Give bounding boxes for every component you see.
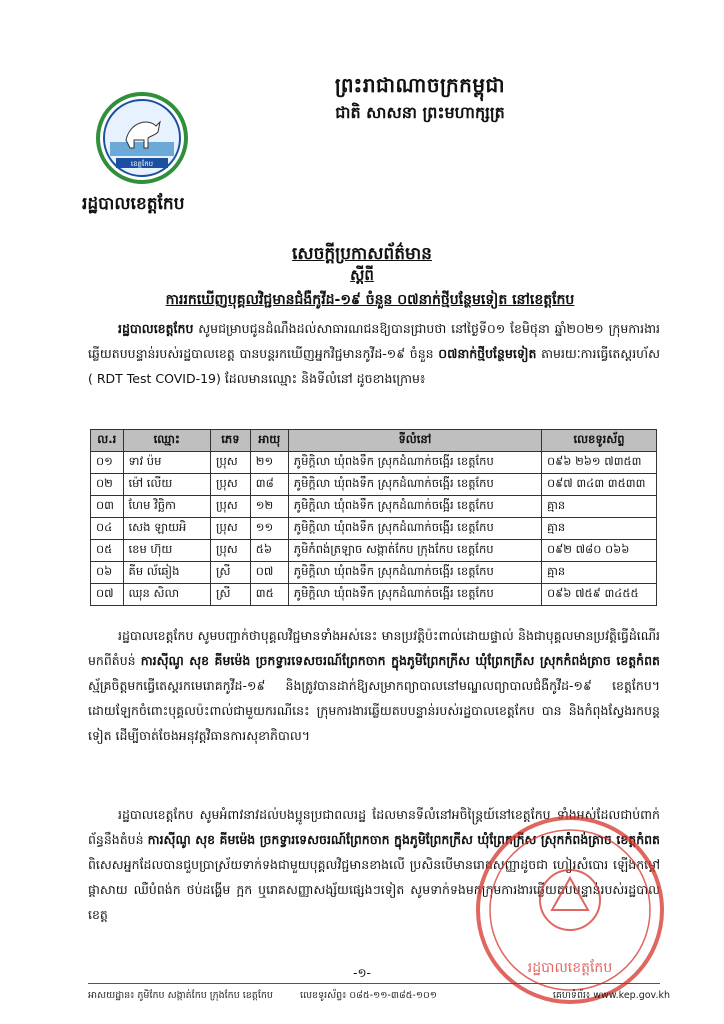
- table-cell: ឈុន សិលា: [123, 584, 211, 606]
- kingdom-title: ព្រះរាជាណាចក្រកម្ពុជា: [334, 73, 506, 97]
- intro-text-1: សូមជម្រាបជូនដំណឹងដល់សាធារណជនឱ្យបានជ្រាបថា នៅថ្ងៃទី០១ ខែមិថុនា ឆ្នាំ២០២១ ក្រុមការងារឆ្លើយតបបន្ទាន់របស់រដ្ឋបាលខេត្ត បានបន្តរកឃើញអ្នកវិជ្ជមានកូវីដ-១៩ ចំនួន: [88, 321, 660, 361]
- table-cell: ប្រុស: [211, 518, 251, 540]
- table-cell: ១២: [250, 496, 288, 518]
- table-cell: ០៩៧ ៣៤៣ ៣៥៣៣: [541, 474, 656, 496]
- table-cell: គ្មាន: [541, 496, 656, 518]
- table-cell: ភូមិក្តិលា ឃុំពងទឹក ស្រុកដំណាក់ចង្អើរ ខេត្តកែប: [288, 474, 541, 496]
- logo-label: ខេត្តកែប: [130, 160, 154, 168]
- intro-count: ០៧នាក់ថ្មីបន្ថែមទៀត: [438, 346, 537, 361]
- table-header-row: [91, 430, 657, 452]
- table-cell: ភូមិក្តិលា ឃុំពងទឹក ស្រុកដំណាក់ចង្អើរ ខេត្តកែប: [288, 518, 541, 540]
- column-header: ភេទ: [211, 430, 251, 452]
- table-cell: ប្រុស: [211, 452, 251, 474]
- cases-table: [90, 429, 657, 606]
- table-cell: ០៤: [91, 518, 124, 540]
- table-cell: ភូមិក្តិលា ឃុំពងទឹក ស្រុកដំណាក់ចង្អើរ ខេត្តកែប: [288, 496, 541, 518]
- table-row: [91, 452, 657, 474]
- table-cell: ប្រុស: [211, 496, 251, 518]
- table-cell: ០២: [91, 474, 124, 496]
- national-motto: ជាតិ សាសនា ព្រះមហាក្សត្រ: [335, 103, 505, 122]
- table-cell: ០៩៦ ៧៥៩ ៣៤៥៥: [541, 584, 656, 606]
- column-header: អាយុ: [250, 430, 288, 452]
- column-header: ឈ្មោះ: [123, 430, 211, 452]
- table-cell: ស្រី: [211, 584, 251, 606]
- table-cell: ភូមិក្តិលា ឃុំពងទឹក ស្រុកដំណាក់ចង្អើរ ខេត្តកែប: [288, 452, 541, 474]
- table-row: [91, 518, 657, 540]
- table-cell: ០៥: [91, 540, 124, 562]
- table-cell: ០១: [91, 452, 124, 474]
- table-cell: គ្មាន: [541, 562, 656, 584]
- stamp-text: រដ្ឋបាលខេត្តកែប: [527, 960, 613, 976]
- p2-text-1: រដ្ឋបាលខេត្តកែប សូមបញ្ជាក់ថាបុគ្គលវិជ្ជមានទាំងអស់នេះ មានប្រវត្តិប៉ះពាល់ដោយផ្ទាល់ និងជាបុគ្គលមានប្រវត្តិធ្វើដំណើរមកពីតំបន់: [88, 628, 660, 668]
- table-cell: ខេម ហ៊ុយ: [123, 540, 211, 562]
- table-cell: ម៉ៅ លើយ: [123, 474, 211, 496]
- table-row: [91, 584, 657, 606]
- body-paragraph-2: [88, 623, 660, 798]
- table-cell: ៣៥: [250, 584, 288, 606]
- table-cell: ០៣: [91, 496, 124, 518]
- table-row: [91, 540, 657, 562]
- table-cell: ០៧: [91, 584, 124, 606]
- table-cell: ២១: [250, 452, 288, 474]
- p3-text-2: ពិសេសអ្នកដែលបានជួបប្រាស្រ័យទាក់ទងជាមួយបុគ្គលវិជ្ជមានខាងលើ ប្រសិនបើមានរោគសញ្ញាដូចជា ហៀរសំបោរ ឡើងកម្តៅ ផ្តាសាយ ឈឺបំពង់ក ថប់ដង្ហើម ក្អក ឬរោគសញ្ញាសង្ស័យផ្សេងៗទៀត សូមទាក់ទងមកក្រុមការងារឆ្លើយតបបន្ទាន់របស់រដ្ឋបាលខេត្ត: [88, 857, 660, 922]
- footer-phone: លេខទូរស័ព្ទ៖ ០៨៥-១១-៣៨៥-១០១: [300, 990, 437, 1001]
- p3-location: ការស៊ីណូ សុខ គីមម៉េង ច្រកទ្វារទេសចរណ៍ព្រែកចាក ក្នុងភូមិព្រែកក្រីស ឃុំព្រែកក្រីស ស្រុកកំពង់ត្រាច ខេត្តកំពត: [147, 832, 660, 847]
- column-header: លេខទូរស័ព្ទ: [541, 430, 656, 452]
- p3-text-1: រដ្ឋបាលខេត្តកែប សូមអំពាវនាវដល់បងប្អូនប្រជាពលរដ្ឋ ដែលមានទីលំនៅអចិន្ត្រៃយ៍នៅខេត្តកែប ទាំងអស់ដែលជាប់ពាក់ព័ន្ធនឹងតំបន់: [88, 807, 660, 847]
- footer-divider: [88, 983, 660, 984]
- footer-address: អាសយដ្ឋាន៖ ភូមិកែប សង្កាត់កែប ក្រុងកែប ខេត្តកែប: [88, 990, 273, 1001]
- table-cell: ភូមិកំពង់ត្រឡាច សង្កាត់កែប ក្រុងកែប ខេត្តកែប: [288, 540, 541, 562]
- kep-province-logo: [96, 92, 188, 184]
- document-type: សេចក្តីប្រកាសព័ត៌មាន: [292, 244, 432, 264]
- table-row: [91, 474, 657, 496]
- table-cell: ភូមិក្តិលា ឃុំពងទឹក ស្រុកដំណាក់ចង្អើរ ខេត្តកែប: [288, 584, 541, 606]
- table-row: [91, 562, 657, 584]
- table-cell: ០៧: [250, 562, 288, 584]
- table-cell: ០៩២ ៧៨០ ០៦៦: [541, 540, 656, 562]
- table-row: [91, 496, 657, 518]
- table-cell: សេង ឡាយអិ: [123, 518, 211, 540]
- table-cell: គីម ល័ឆៀង: [123, 562, 211, 584]
- table-cell: ០៩៦ ២៦១ ៧៣៥៣: [541, 452, 656, 474]
- table-cell: ប្រុស: [211, 540, 251, 562]
- document-about: ស្តីពី: [350, 266, 374, 284]
- intro-paragraph: [88, 316, 660, 426]
- issuer-name: រដ្ឋបាលខេត្តកែប: [82, 194, 185, 214]
- intro-text-2: តាមរយៈការធ្វើតេស្តរហ័ស ( RDT Test COVID-19) ដែលមានឈ្មោះ និងទីលំនៅ ដូចខាងក្រោម៖: [88, 346, 660, 386]
- table-cell: ១១: [250, 518, 288, 540]
- intro-lead: រដ្ឋបាលខេត្តកែប: [118, 321, 194, 336]
- table-cell: ០៦: [91, 562, 124, 584]
- column-header: ទីលំនៅ: [288, 430, 541, 452]
- table-cell: ៥៦: [250, 540, 288, 562]
- p2-text-2: ស្ម័គ្រចិត្តមកធ្វើតេស្តរកមេរោគកូវីដ-១៩ និងត្រូវបានដាក់ឱ្យសម្រាកព្យាបាលនៅមណ្ឌលព្យាបាលជំងឺកូវីដ-១៩ ខេត្តកែប។ ដោយឡែកចំពោះបុគ្គលប៉ះពាល់ជាមួយករណីនេះ ក្រុមការងារឆ្លើយតបបន្ទាន់របស់រដ្ឋបាលខេត្តកែប បាន និងកំពុងស្វែងរកបន្តទៀត ដើម្បីចាត់ចែងអនុវត្តវិធានការសុខាភិបាល។: [88, 678, 660, 743]
- document-subject: ការរកឃើញបុគ្គលវិជ្ជមានជំងឺកូវីដ-១៩ ចំនួន ០៧នាក់ថ្មីបន្ថែមទៀត នៅខេត្តកែប: [165, 292, 575, 308]
- footer-website[interactable]: គេហទំព័រ៖ www.kep.gov.kh: [552, 990, 670, 1001]
- page-number: -១-: [353, 966, 371, 980]
- table-cell: ហែម វិច្ឆិកា: [123, 496, 211, 518]
- p2-location: ការស៊ីណូ សុខ គីមម៉េង ច្រកទ្វារទេសចរណ៍ព្រែកចាក ក្នុងភូមិព្រែកក្រីស ឃុំព្រែកក្រីស ស្រុកកំពង់ត្រាច ខេត្តកំពត: [140, 653, 660, 668]
- table-cell: ស្រី: [211, 562, 251, 584]
- table-cell: ៣៨: [250, 474, 288, 496]
- column-header: ល.រ: [91, 430, 124, 452]
- table-cell: គ្មាន: [541, 518, 656, 540]
- table-cell: ភូមិក្តិលា ឃុំពងទឹក ស្រុកដំណាក់ចង្អើរ ខេត្តកែប: [288, 562, 541, 584]
- table-cell: ទាវ ប៉ម: [123, 452, 211, 474]
- table-cell: ប្រុស: [211, 474, 251, 496]
